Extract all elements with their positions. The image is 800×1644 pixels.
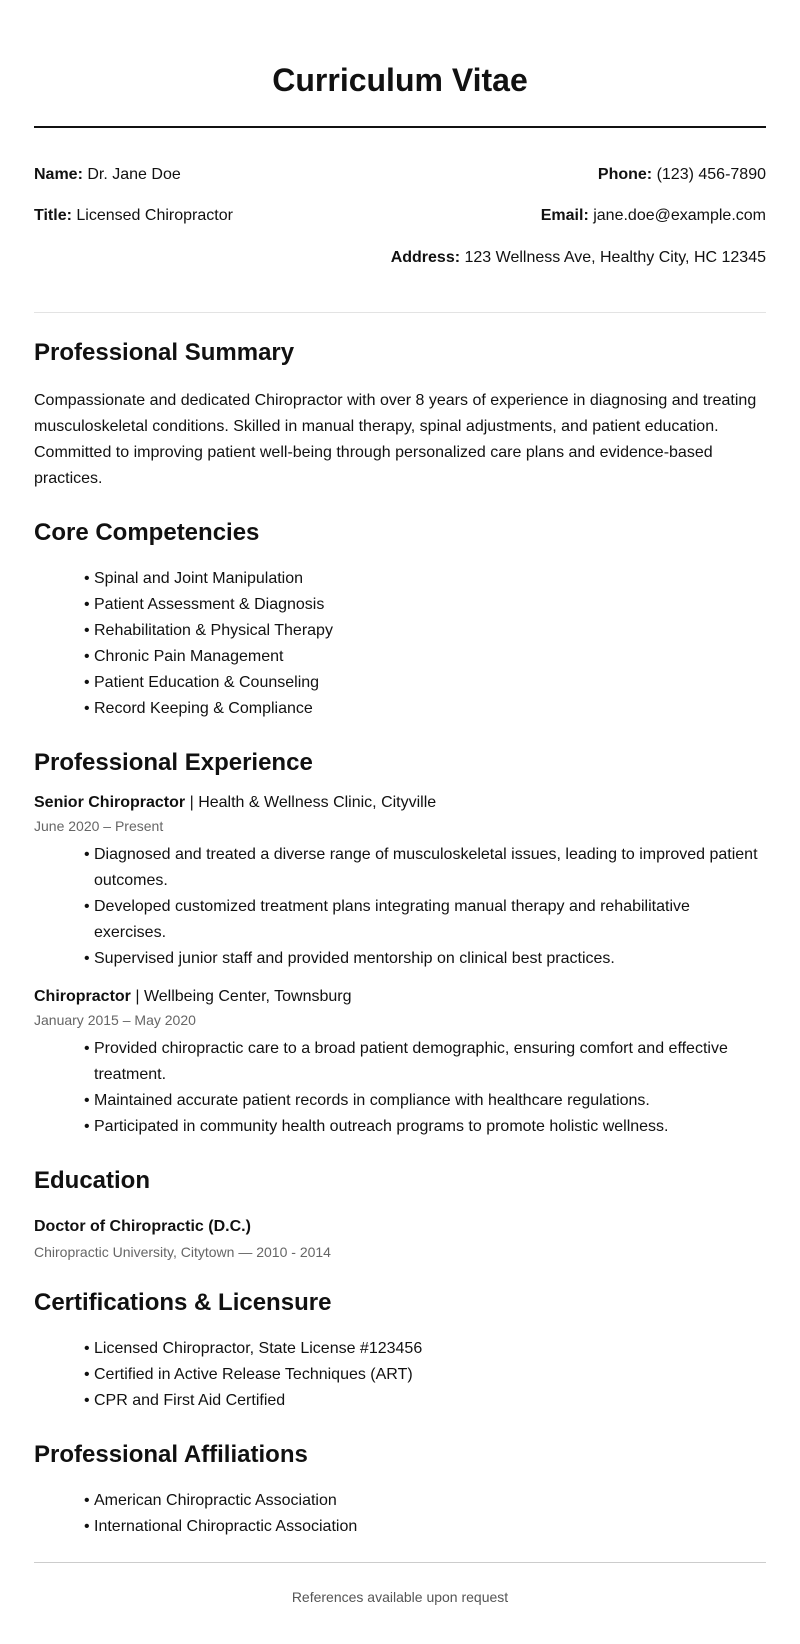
email-label: Email: bbox=[540, 207, 589, 224]
list-item: • Rehabilitation & Physical Therapy bbox=[84, 618, 766, 644]
job-entry bbox=[34, 792, 766, 972]
summary-text: Compassionate and dedicated Chiropractor with over 8 years of experience in diagnosing and treating musculoskeletal conditions. Skilled in manual therapy, spinal adjustments, and patient education. Committed to improving patient well-being through personalized care plans and evidence-based practices. bbox=[34, 392, 757, 487]
competencies-heading: Core Competencies bbox=[34, 519, 260, 546]
footer-divider bbox=[34, 1562, 766, 1563]
summary-section bbox=[34, 338, 766, 492]
list-item: • International Chiropractic Association bbox=[84, 1514, 766, 1540]
address-value: 123 Wellness Ave, Healthy City, HC 12345 bbox=[464, 249, 766, 266]
contact-phone bbox=[598, 166, 766, 184]
phone-value: (123) 456-7890 bbox=[656, 166, 766, 183]
list-item: • Spinal and Joint Manipulation bbox=[84, 566, 766, 592]
list-item: • Maintained accurate patient records in compliance with healthcare regulations. bbox=[84, 1088, 766, 1114]
contact-name bbox=[34, 166, 181, 184]
job-dates: January 2015 – May 2020 bbox=[34, 1012, 196, 1028]
job-header bbox=[34, 792, 766, 814]
phone-label: Phone: bbox=[597, 166, 653, 183]
list-item: • Developed customized treatment plans integrating manual therapy and rehabilitative exercises. bbox=[84, 894, 766, 946]
job-dates: June 2020 – Present bbox=[34, 818, 164, 834]
title-label: Title: bbox=[34, 207, 72, 224]
competencies-list bbox=[34, 566, 766, 722]
affiliations-heading: Professional Affiliations bbox=[34, 1441, 308, 1468]
name-value: Dr. Jane Doe bbox=[87, 166, 181, 183]
list-item: • Record Keeping & Compliance bbox=[84, 696, 766, 722]
footer-note: References available upon request bbox=[291, 1589, 509, 1605]
address-label: Address: bbox=[390, 249, 461, 266]
experience-section bbox=[34, 748, 766, 1140]
page-title: Curriculum Vitae bbox=[272, 62, 528, 98]
education-section bbox=[34, 1166, 766, 1262]
contact-divider bbox=[34, 312, 766, 313]
list-item: • Participated in community health outreach programs to promote holistic wellness. bbox=[84, 1114, 766, 1140]
title-value: Licensed Chiropractor bbox=[76, 207, 233, 224]
job-org: | Health & Wellness Clinic, Cityville bbox=[185, 794, 437, 811]
education-heading: Education bbox=[34, 1167, 151, 1194]
affiliations-list bbox=[34, 1488, 766, 1540]
list-item: • Certified in Active Release Techniques (ART) bbox=[84, 1362, 766, 1388]
contact-title bbox=[34, 207, 233, 225]
list-item: • American Chiropractic Association bbox=[84, 1488, 766, 1514]
certifications-section bbox=[34, 1288, 766, 1414]
contact-email bbox=[541, 207, 766, 225]
education-school: Chiropractic University, Citytown — 2010 - 2014 bbox=[34, 1244, 331, 1260]
list-item: • Licensed Chiropractor, State License #123456 bbox=[84, 1336, 766, 1362]
list-item: • Provided chiropractic care to a broad patient demographic, ensuring comfort and effective treatment. bbox=[84, 1036, 766, 1088]
contact-address bbox=[391, 249, 766, 267]
list-item: • Chronic Pain Management bbox=[84, 644, 766, 670]
job-header bbox=[34, 986, 766, 1008]
email-value: jane.doe@example.com bbox=[593, 207, 766, 224]
summary-heading: Professional Summary bbox=[34, 339, 295, 366]
certifications-heading: Certifications & Licensure bbox=[34, 1289, 332, 1316]
job-entry bbox=[34, 986, 766, 1140]
contact-block bbox=[34, 128, 766, 312]
list-item: • Diagnosed and treated a diverse range of musculoskeletal issues, leading to improved patient outcomes. bbox=[84, 842, 766, 894]
affiliations-section bbox=[34, 1440, 766, 1540]
job-org: | Wellbeing Center, Townsburg bbox=[130, 988, 352, 1005]
job-role: Chiropractor bbox=[34, 988, 131, 1005]
job-bullets bbox=[34, 842, 766, 972]
certifications-list bbox=[34, 1336, 766, 1414]
experience-heading: Professional Experience bbox=[34, 749, 313, 776]
job-bullets bbox=[34, 1036, 766, 1140]
job-role: Senior Chiropractor bbox=[34, 794, 186, 811]
list-item: • Patient Assessment & Diagnosis bbox=[84, 592, 766, 618]
competencies-section bbox=[34, 518, 766, 722]
name-label: Name: bbox=[34, 166, 83, 183]
education-degree: Doctor of Chiropractic (D.C.) bbox=[34, 1218, 251, 1235]
list-item: • CPR and First Aid Certified bbox=[84, 1388, 766, 1414]
list-item: • Patient Education & Counseling bbox=[84, 670, 766, 696]
list-item: • Supervised junior staff and provided mentorship on clinical best practices. bbox=[84, 946, 766, 972]
